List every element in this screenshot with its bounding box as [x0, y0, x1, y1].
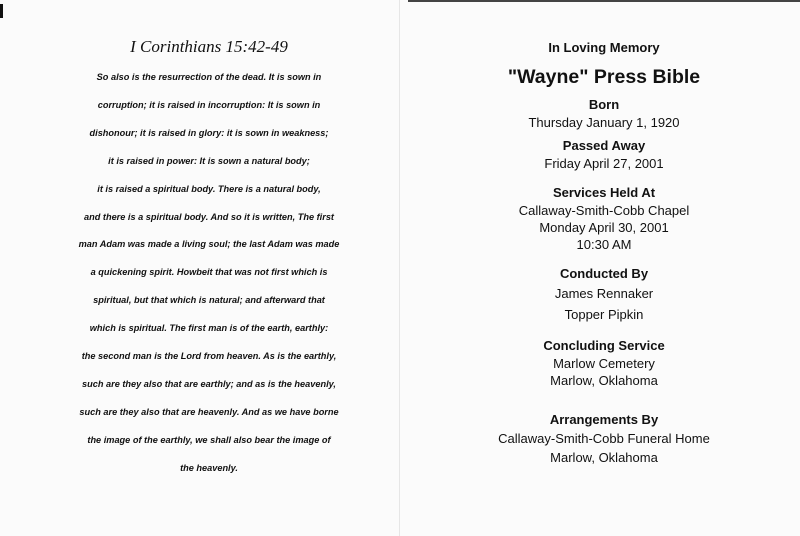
verse-line: the image of the earthly, we shall also bear the image of — [87, 434, 331, 445]
verse-title: I Corinthians 15:42-49 — [130, 37, 288, 56]
verse-line: the heavenly. — [180, 462, 238, 473]
verse-line: and there is a spiritual body. And so it is written, The first — [84, 211, 334, 222]
passed-section — [408, 137, 800, 172]
officiant-1: James Rennaker — [554, 286, 654, 301]
scan-edge-mark — [0, 4, 3, 18]
verse-text — [50, 64, 368, 483]
deceased-name: "Wayne" Press Bible — [507, 66, 701, 88]
services-time: 10:30 AM — [576, 237, 632, 252]
passed-label: Passed Away — [562, 138, 646, 153]
verse-line: dishonour; it is raised in glory: it is sown in weakness; — [89, 127, 329, 138]
verse-line: corruption; it is raised in incorruption: It is sown in — [97, 99, 321, 110]
fold-line — [399, 0, 400, 536]
concluding-section — [408, 337, 800, 389]
verse-line: spiritual, but that which is natural; and afterward that — [93, 295, 325, 306]
scripture-panel — [50, 36, 368, 483]
verse-line: a quickening spirit. Howbeit that was not first which is — [90, 267, 328, 278]
conducted-label: Conducted By — [559, 266, 649, 281]
arrangements-section — [408, 411, 800, 467]
verse-line: So also is the resurrection of the dead. It is sown in — [96, 72, 322, 82]
concluding-label: Concluding Service — [543, 338, 665, 353]
verse-line: it is raised a spiritual body. There is a natural body, — [97, 183, 321, 194]
born-section — [408, 96, 800, 131]
born-label: Born — [588, 97, 620, 112]
concluding-place: Marlow Cemetery — [553, 356, 655, 371]
verse-line: man Adam was made a living soul; the last Adam was made — [78, 239, 340, 250]
passed-date: Friday April 27, 2001 — [544, 156, 664, 171]
officiant-2: Topper Pipkin — [564, 307, 644, 322]
verse-line: it is raised in power: It is sown a natural body; — [108, 155, 310, 166]
services-section — [408, 184, 800, 253]
page-top-edge — [408, 0, 800, 2]
born-date: Thursday January 1, 1920 — [528, 115, 680, 130]
funeral-home-city: Marlow, Oklahoma — [550, 450, 658, 465]
services-place: Callaway-Smith-Cobb Chapel — [518, 203, 690, 218]
verse-line: such are they also that are heavenly. And as we have borne — [79, 406, 339, 417]
verse-line: which is spiritual. The first man is of the earth, earthly: — [89, 323, 329, 334]
memory-heading: In Loving Memory — [548, 40, 660, 55]
funeral-home: Callaway-Smith-Cobb Funeral Home — [498, 431, 710, 446]
concluding-city: Marlow, Oklahoma — [550, 373, 658, 388]
services-date: Monday April 30, 2001 — [539, 220, 669, 235]
conducted-section — [408, 265, 800, 325]
memorial-details-panel — [408, 38, 800, 467]
services-label: Services Held At — [552, 185, 656, 200]
arrangements-label: Arrangements By — [549, 412, 659, 427]
verse-line: such are they also that are earthly; and as is the heavenly, — [82, 378, 336, 389]
verse-line: the second man is the Lord from heaven. As is the earthly, — [81, 351, 337, 362]
